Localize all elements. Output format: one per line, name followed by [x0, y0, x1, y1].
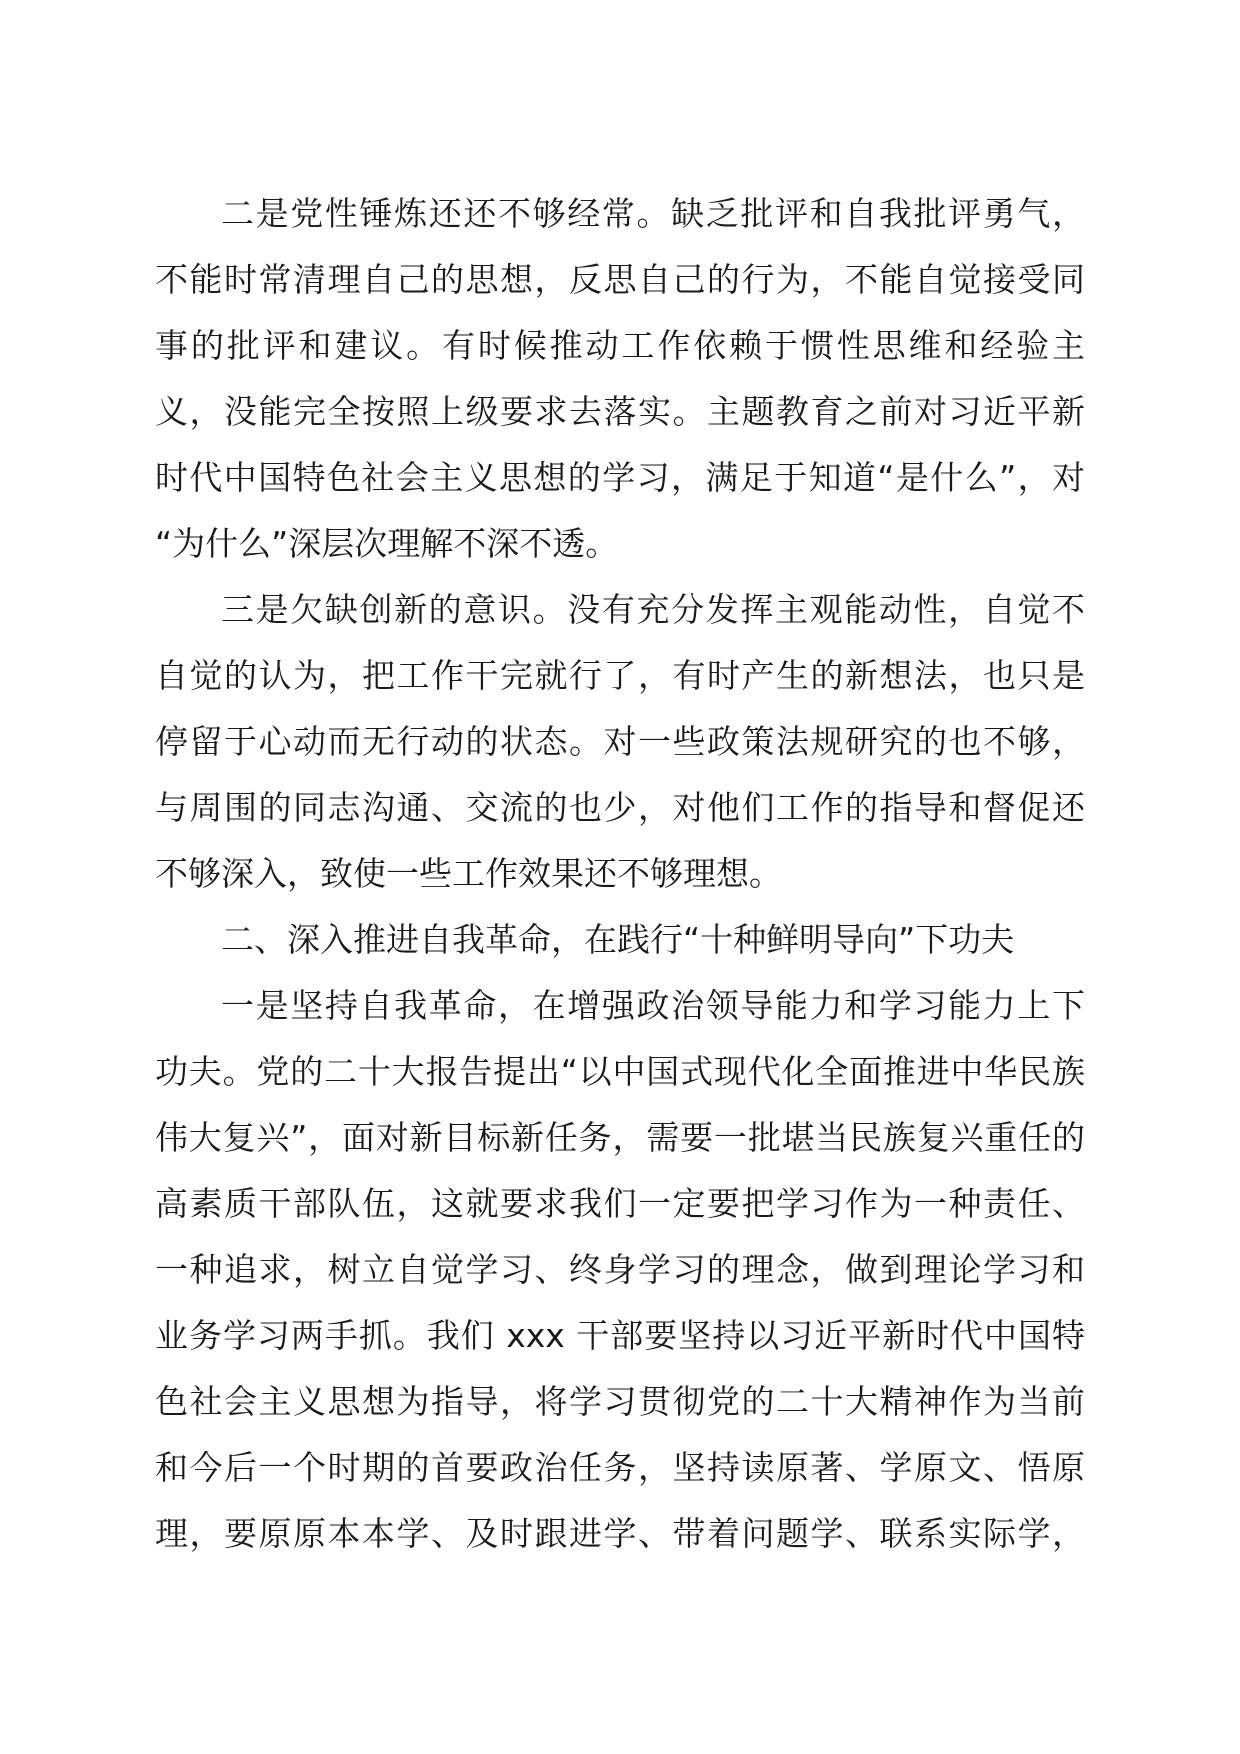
document-body: [155, 181, 1085, 1567]
text-line: 功夫。党的二十大报告提出“以中国式现代化全面推进中华民族: [155, 1052, 1085, 1091]
text-line: 不够深入，致使一些工作效果还不够理想。: [155, 854, 782, 893]
section-heading: [155, 907, 1085, 973]
text-line: “为什么”深层次理解不深不透。: [155, 524, 619, 563]
text-line: 二是党性锤炼还还不够经常。缺乏批评和自我批评勇气，: [221, 194, 1085, 233]
text-line: 业务学习两手抓。我们 xxx 干部要坚持以习近平新时代中国特: [155, 1316, 1085, 1355]
paragraph-innovation: [155, 577, 1085, 907]
text-line: 色社会主义思想为指导，将学习贯彻党的二十大精神作为当前: [155, 1382, 1085, 1421]
text-line: 高素质干部队伍，这就要求我们一定要把学习作为一种责任、: [155, 1184, 1085, 1223]
text-line: 与周围的同志沟通、交流的也少，对他们工作的指导和督促还: [155, 788, 1085, 827]
text-line: 事的批评和建议。有时候推动工作依赖于惯性思维和经验主: [155, 326, 1085, 365]
heading-line: 二、深入推进自我革命，在践行“十种鲜明导向”下功夫: [221, 920, 1015, 959]
text-line: 一种追求，树立自觉学习、终身学习的理念，做到理论学习和: [155, 1250, 1085, 1289]
text-line: 一是坚持自我革命，在增强政治领导能力和学习能力上下: [221, 986, 1085, 1025]
text-line: 三是欠缺创新的意识。没有充分发挥主观能动性，自觉不: [221, 590, 1085, 629]
text-line: 停留于心动而无行动的状态。对一些政策法规研究的也不够，: [155, 722, 1085, 761]
text-line: 自觉的认为，把工作干完就行了，有时产生的新想法，也只是: [155, 656, 1085, 695]
text-line: 伟大复兴”，面对新目标新任务，需要一批堪当民族复兴重任的: [155, 1118, 1085, 1157]
paragraph-self-revolution: [155, 973, 1085, 1567]
text-line: 时代中国特色社会主义思想的学习，满足于知道“是什么”，对: [155, 458, 1085, 497]
text-line: 不能时常清理自己的思想，反思自己的行为，不能自觉接受同: [155, 260, 1085, 299]
paragraph-party-spirit: [155, 181, 1085, 577]
text-line: 和今后一个时期的首要政治任务，坚持读原著、学原文、悟原: [155, 1448, 1085, 1487]
text-line: 理，要原原本本学、及时跟进学、带着问题学、联系实际学，: [155, 1514, 1085, 1553]
text-line: 义，没能完全按照上级要求去落实。主题教育之前对习近平新: [155, 392, 1085, 431]
